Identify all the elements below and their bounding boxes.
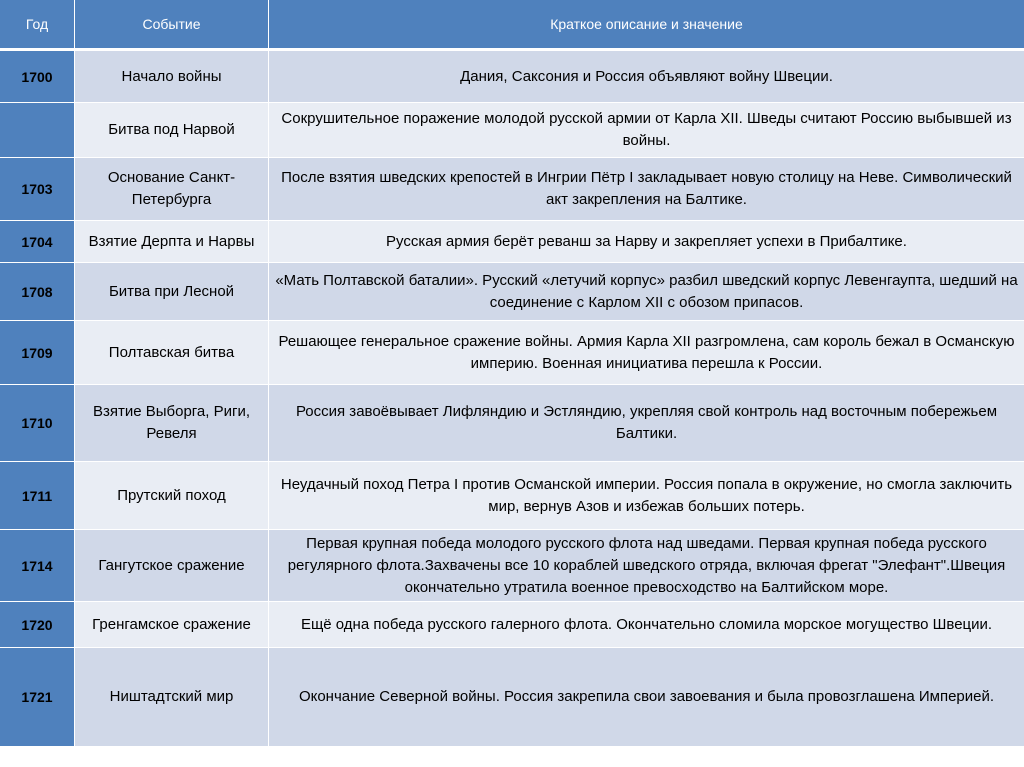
year-cell: 1720 xyxy=(0,602,75,648)
header-event: Событие xyxy=(75,0,269,51)
header-year: Год xyxy=(0,0,75,51)
table-row xyxy=(0,321,1024,385)
table-row xyxy=(0,263,1024,321)
year-cell: 1711 xyxy=(0,462,75,530)
description-cell: Неудачный поход Петра I против Османской империи. Россия попала в окружение, но смогла заключить мир, вернув Азов и избежав больших потерь. xyxy=(269,462,1024,530)
year-cell: 1721 xyxy=(0,648,75,747)
year-cell xyxy=(0,103,75,158)
description-cell: Окончание Северной войны. Россия закрепила свои завоевания и была провозглашена Империей. xyxy=(269,648,1024,747)
year-cell: 1700 xyxy=(0,51,75,103)
event-cell: Ништадтский мир xyxy=(75,648,269,747)
description-cell: Дания, Саксония и Россия объявляют войну Швеции. xyxy=(269,51,1024,103)
event-cell: Битва при Лесной xyxy=(75,263,269,321)
table-row xyxy=(0,648,1024,747)
event-cell: Начало войны xyxy=(75,51,269,103)
table-row xyxy=(0,103,1024,158)
year-cell: 1710 xyxy=(0,385,75,462)
table-row xyxy=(0,530,1024,602)
description-cell: После взятия шведских крепостей в Ингрии Пётр I закладывает новую столицу на Неве. Символический акт закрепления на Балтике. xyxy=(269,158,1024,221)
event-cell: Основание Санкт-Петербурга xyxy=(75,158,269,221)
description-cell: Ещё одна победа русского галерного флота. Окончательно сломила морское могущество Швеции. xyxy=(269,602,1024,648)
table-row xyxy=(0,602,1024,648)
event-cell: Взятие Дерпта и Нарвы xyxy=(75,221,269,263)
event-cell: Взятие Выборга, Риги, Ревеля xyxy=(75,385,269,462)
year-cell: 1704 xyxy=(0,221,75,263)
table-row xyxy=(0,385,1024,462)
year-cell: 1714 xyxy=(0,530,75,602)
table-header xyxy=(0,0,1024,51)
event-cell: Битва под Нарвой xyxy=(75,103,269,158)
description-cell: Первая крупная победа молодого русского флота над шведами. Первая крупная победа русского регулярного флота.Захвачены все 10 кораблей шведского отряда, включая фрегат "Элефант".Швеция окончательно утратила военное превосходство на Балтийском море. xyxy=(269,530,1024,602)
description-cell: Русская армия берёт реванш за Нарву и закрепляет успехи в Прибалтике. xyxy=(269,221,1024,263)
year-cell: 1703 xyxy=(0,158,75,221)
year-cell: 1708 xyxy=(0,263,75,321)
table-row xyxy=(0,51,1024,103)
header-description: Краткое описание и значение xyxy=(269,0,1024,51)
year-cell: 1709 xyxy=(0,321,75,385)
event-cell: Гангутское сражение xyxy=(75,530,269,602)
description-cell: Россия завоёвывает Лифляндию и Эстляндию, укрепляя свой контроль над восточным побережьем Балтики. xyxy=(269,385,1024,462)
description-cell: «Мать Полтавской баталии». Русский «летучий корпус» разбил шведский корпус Левенгаупта, шедший на соединение с Карлом XII с обозом припасов. xyxy=(269,263,1024,321)
table-row xyxy=(0,158,1024,221)
table-row xyxy=(0,462,1024,530)
description-cell: Решающее генеральное сражение войны. Армия Карла XII разгромлена, сам король бежал в Османскую империю. Военная инициатива перешла к России. xyxy=(269,321,1024,385)
event-cell: Прутский поход xyxy=(75,462,269,530)
event-cell: Полтавская битва xyxy=(75,321,269,385)
table-row xyxy=(0,221,1024,263)
description-cell: Сокрушительное поражение молодой русской армии от Карла XII. Шведы считают Россию выбывшей из войны. xyxy=(269,103,1024,158)
event-cell: Гренгамское сражение xyxy=(75,602,269,648)
